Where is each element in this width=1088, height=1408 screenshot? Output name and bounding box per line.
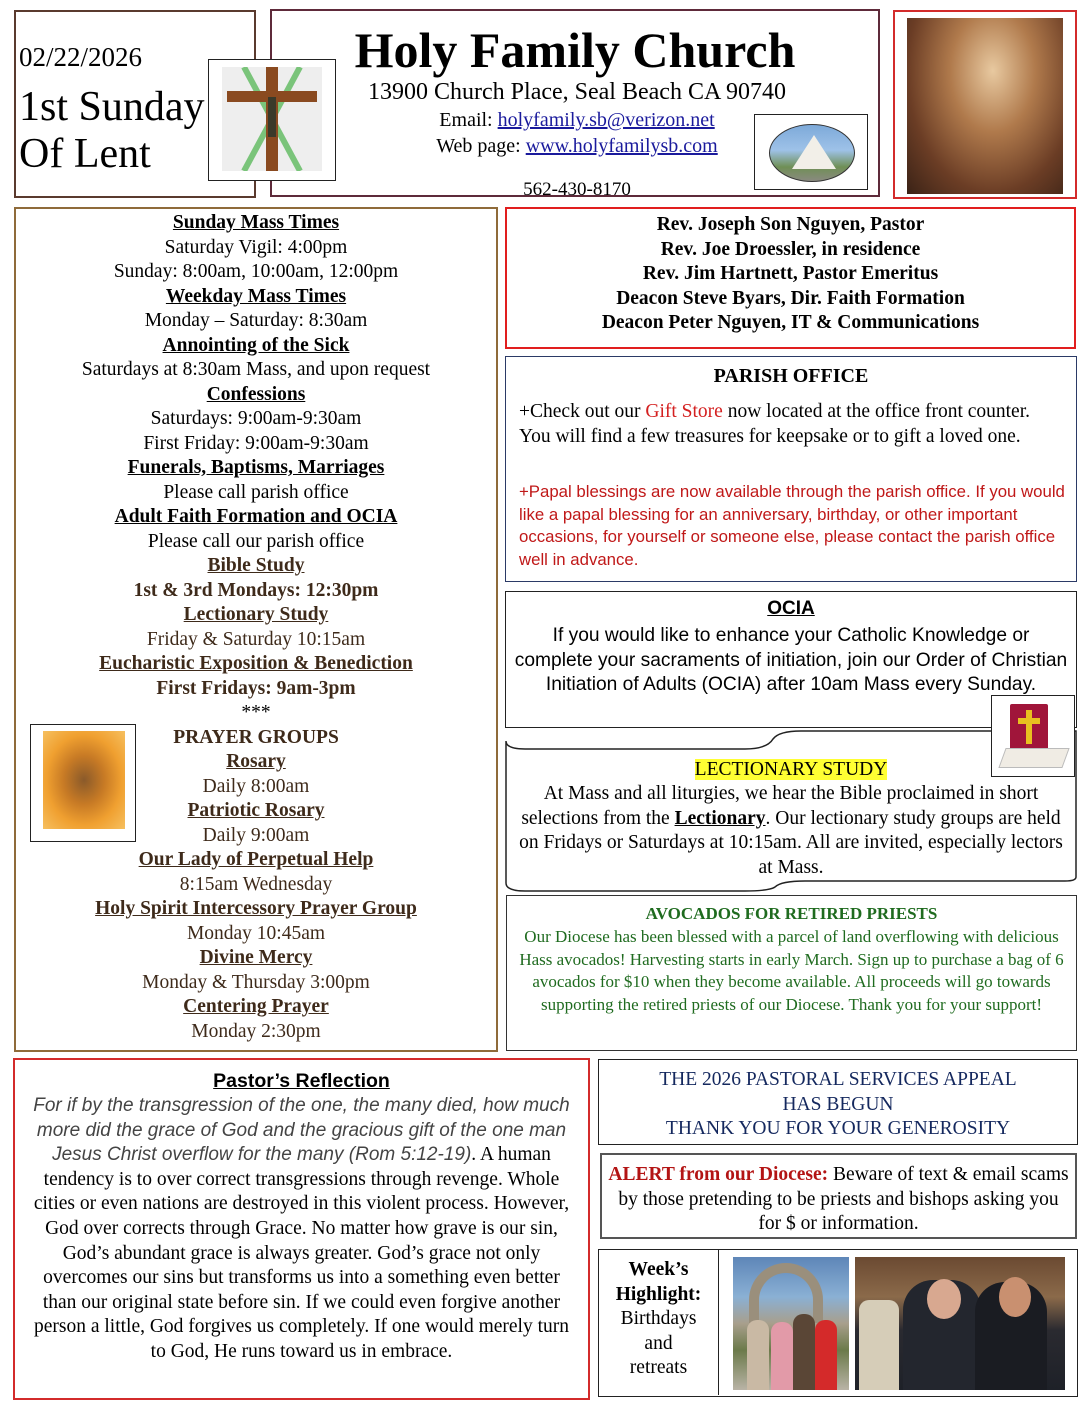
ocia-body: If you would like to enhance your Catholic Knowledge or complete your sacraments of initiation, join our Order of Christian Initiation of Adults (OCIA) after 10am Mass every Sunday. — [514, 625, 1068, 695]
bible-study-heading: Bible Study — [207, 555, 305, 576]
praying-hands-icon — [43, 731, 125, 829]
web-label: Web page: — [436, 135, 526, 157]
avocados-title: AVOCADOS FOR RETIRED PRIESTS — [645, 904, 938, 923]
gift-store-notice — [519, 399, 1058, 449]
prayer-group-time: 8:15am Wednesday — [179, 873, 333, 895]
prayer-group-heading: Patriotic Rosary — [187, 800, 325, 821]
highlight-caption: Birthdays — [620, 1308, 697, 1329]
email-link[interactable]: holyfamily.sb@verizon.net — [497, 109, 715, 131]
sacraments-heading: Funerals, Baptisms, Marriages — [127, 457, 385, 478]
holy-family-painting — [893, 10, 1077, 199]
website-link[interactable]: www.holyfamilysb.com — [525, 135, 718, 157]
clergy-member: Rev. Joseph Son Nguyen, Pastor — [656, 214, 925, 235]
lectionary-body-suffix: . Our lectionary study groups are held on Fridays or Saturdays at 10:15am. All are invited, especially lectors at Mass. — [519, 807, 1063, 878]
gift-store-label: Gift Store — [645, 401, 723, 422]
appeal-line: THANK YOU FOR YOUR GENEROSITY — [665, 1118, 1011, 1139]
clergy-member: Deacon Steve Byars, Dir. Faith Formation — [616, 287, 965, 309]
prayer-group-heading: Rosary — [226, 751, 286, 772]
reflection-body — [31, 1094, 572, 1365]
alert-body: Beware of text & email scams by those pretending to be priests and bishops asking you for $ or information. — [618, 1164, 1069, 1234]
parish-office-box — [505, 356, 1077, 582]
reflection-text: . A human tendency is to over correct transgressions through revenge. Whole cities or even nations are destroyed in this violent process. However, God over corrects through Grace. No matter how grave is our sin, God’s abundant grace is always greater. God’s grace not only overcomes our sins but transforms us into a something even better than our original state before sin. If we could even forgive another person a little, God forgives us completely. If one would merely turn to God, He runs toward us in embrace. — [33, 1144, 570, 1362]
diocese-alert-box — [600, 1153, 1077, 1239]
retreat-group-photo — [733, 1257, 849, 1390]
prayer-group-time: Monday 2:30pm — [191, 1020, 321, 1042]
prayer-group-time: Daily 9:00am — [202, 824, 310, 846]
book-icon — [1010, 704, 1048, 750]
pastoral-appeal-box — [598, 1059, 1078, 1145]
open-book-icon — [998, 748, 1069, 768]
gift-store-suffix: now located at the office front counter. You will find a few treasures for keepsake or to gift a loved one. — [519, 401, 1031, 447]
reflection-scripture-quote: For if by the transgression of the one, the many died, how much more did the grace of God and the gracious gift of the one man Jesus Christ overflow for the many (Rom 5:12-19) — [33, 1095, 570, 1166]
confessions-line: First Friday: 9:00am-9:30am — [143, 432, 369, 454]
church-phone: 562-430-8170 — [523, 179, 631, 200]
crucifix-image — [208, 59, 336, 181]
parish-office-title: PARISH OFFICE — [713, 365, 869, 387]
highlight-caption: and — [644, 1332, 673, 1354]
email-label: Email: — [439, 109, 498, 131]
exposition-heading: Eucharistic Exposition & Benediction — [99, 653, 413, 674]
reflection-title: Pastor’s Reflection — [213, 1070, 390, 1092]
prayer-group-heading: Divine Mercy — [199, 947, 313, 968]
anointing-heading: Annointing of the Sick — [162, 334, 350, 356]
prayer-group-heading: Our Lady of Perpetual Help — [138, 849, 374, 870]
pastors-reflection-box — [13, 1058, 590, 1400]
anointing-line: Saturdays at 8:30am Mass, and upon request — [81, 359, 431, 380]
highlight-label: Highlight: — [615, 1283, 702, 1305]
faith-formation-line: Please call our parish office — [147, 530, 365, 552]
highlight-label: Week’s — [628, 1259, 689, 1280]
faith-formation-heading: Adult Faith Formation and OCIA — [114, 506, 398, 527]
alert-lead: ALERT from our Diocese: — [608, 1164, 829, 1185]
avocados-box — [506, 895, 1077, 1051]
papal-blessing-notice: +Papal blessings are now available through the parish office. If you would like a papal blessing for an anniversary, birthday, or other important occasions, for yourself or someone else, please contact the parish office well in advance. — [519, 482, 1065, 569]
prayer-groups-title: PRAYER GROUPS — [173, 726, 339, 748]
clergy-member: Rev. Joe Droessler, in residence — [660, 238, 921, 260]
lectionary-study-heading: Lectionary Study — [183, 604, 329, 625]
avocados-body: Our Diocese has been blessed with a parcel of land overflowing with delicious Hass avocados! Harvesting starts in early March. Sign up to purchase a bag of 6 avocados for $10 when they become available. All proceeds will go towards supporting the retired priests of our Diocese. Thank you for your support! — [519, 927, 1064, 1014]
schedule-box — [14, 207, 498, 1052]
church-building-photo — [754, 114, 868, 190]
holy-family-icon — [907, 18, 1063, 194]
lectionary-book-image — [991, 695, 1075, 777]
prayer-group-heading: Holy Spirit Intercessory Prayer Group — [95, 898, 417, 919]
lectionary-title-highlight: LECTIONARY STUDY — [694, 759, 888, 780]
appeal-line: THE 2026 PASTORAL SERVICES APPEAL — [659, 1069, 1017, 1090]
crucifix-icon — [222, 67, 322, 171]
appeal-line: HAS BEGUN — [782, 1093, 894, 1115]
sacraments-line: Please call parish office — [163, 481, 349, 503]
liturgical-day — [19, 84, 205, 178]
bible-study-line: 1st & 3rd Mondays: 12:30pm — [133, 579, 379, 601]
clergy-member: Rev. Jim Hartnett, Pastor Emeritus — [642, 263, 939, 284]
clergy-member: Deacon Peter Nguyen, IT & Communications — [601, 312, 980, 333]
weekday-mass-heading: Weekday Mass Times — [165, 285, 347, 307]
church-name: Holy Family Church — [354, 22, 796, 78]
highlight-label-cell — [599, 1250, 719, 1395]
weekday-mass-line: Monday – Saturday: 8:30am — [144, 310, 368, 331]
clergy-box — [505, 207, 1076, 349]
liturgical-day-line2: Of Lent — [19, 131, 151, 177]
lectionary-body-prefix: At Mass and all liturgies, we hear the Bible proclaimed in short selections from the — [521, 783, 1039, 829]
birthday-priests-photo — [855, 1257, 1065, 1390]
prayer-group-time: Monday & Thursday 3:00pm — [142, 971, 370, 993]
confessions-heading: Confessions — [206, 383, 306, 405]
lectionary-study-line: Friday & Saturday 10:15am — [146, 628, 366, 650]
prayer-group-time: Daily 8:00am — [202, 775, 310, 797]
exposition-line: First Fridays: 9am-3pm — [156, 677, 356, 699]
church-address: 13900 Church Place, Seal Beach CA 90740 — [368, 79, 786, 105]
separator: *** — [241, 702, 271, 723]
prayer-group-time: Monday 10:45am — [186, 922, 326, 944]
sunday-mass-line: Sunday: 8:00am, 10:00am, 12:00pm — [113, 261, 399, 282]
weeks-highlight-box — [598, 1249, 1078, 1397]
lectionary-body — [513, 782, 1069, 880]
church-building-icon — [769, 124, 855, 182]
praying-hands-image — [30, 724, 136, 842]
gift-store-prefix: +Check out our — [519, 401, 646, 422]
liturgical-day-line1: 1st Sunday — [19, 84, 205, 130]
prayer-group-heading: Centering Prayer — [183, 996, 329, 1017]
bulletin-date: 02/22/2026 — [19, 42, 143, 72]
highlight-caption: retreats — [629, 1357, 688, 1378]
ocia-title: OCIA — [767, 598, 815, 619]
sunday-mass-heading: Sunday Mass Times — [172, 212, 340, 233]
confessions-line: Saturdays: 9:00am-9:30am — [150, 408, 362, 429]
lectionary-emphasis: Lectionary — [674, 807, 766, 829]
sunday-mass-line: Saturday Vigil: 4:00pm — [164, 236, 348, 258]
